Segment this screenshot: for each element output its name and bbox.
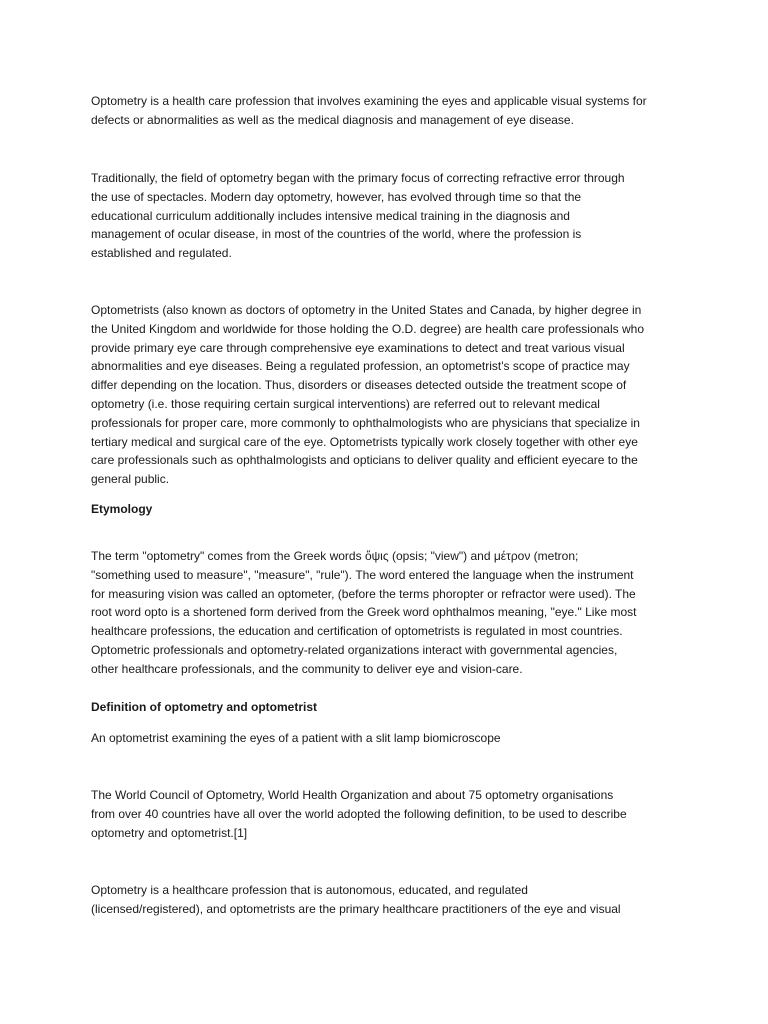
etymology-heading: Etymology <box>91 502 153 516</box>
council-paragraph: The World Council of Optometry, World Health Organization and about 75 optometry organisations from over 40 countries have all over the world adopted the following definition, to be used to describe optometry and optometrist.[1] <box>91 788 627 840</box>
etymology-paragraph: The term "optometry" comes from the Greek words ὄψις (opsis; "view") and μέτρον (metron; "something used to measure", "measure", "rule"). The word entered the language when the instrument for measuring vision was called an optometer, (before the terms phoropter or refractor were used). The root word opto is a shortened form derived from the Greek word ophthalmos meaning, "eye." Like most healthcare professions, the education and certification of optometrists is regulated in most countries. Optometric professionals and optometry-related organizations interact with governmental agencies, other healthcare professionals, and the community to deliver eye and vision-care. <box>91 549 637 676</box>
optometrists-paragraph: Optometrists (also known as doctors of optometry in the United States and Canada, by higher degree in the United Kingdom and worldwide for those holding the O.D. degree) are health care professionals who provide primary eye care through comprehensive eye examinations to detect and treat various visual abnormalities and eye diseases. Being a regulated profession, an optometrist's scope of practice may differ depending on the location. Thus, disorders or diseases detected outside the treatment scope of optometry (i.e. those requiring certain surgical interventions) are referred out to relevant medical professionals for proper care, more commonly to ophthalmologists who are physicians that specialize in tertiary medical and surgical care of the eye. Optometrists typically work closely together with other eye care professionals such as ophthalmologists and opticians to deliver quality and efficient eyecare to the general public. <box>91 303 644 487</box>
definition-heading: Definition of optometry and optometrist <box>91 700 317 714</box>
definition-quote-paragraph: Optometry is a healthcare profession that is autonomous, educated, and regulated (licensed/registered), and optometrists are the primary healthcare practitioners of the eye and visual <box>91 883 621 916</box>
image-caption: An optometrist examining the eyes of a patient with a slit lamp biomicroscope <box>91 731 501 745</box>
tradition-paragraph: Traditionally, the field of optometry began with the primary focus of correcting refractive error through the use of spectacles. Modern day optometry, however, has evolved through time so that the educational curriculum additionally includes intensive medical training in the diagnosis and management of ocular disease, in most of the countries of the world, where the profession is established and regulated. <box>91 171 625 261</box>
intro-paragraph: Optometry is a health care profession that involves examining the eyes and applicable visual systems for defects or abnormalities as well as the medical diagnosis and management of eye disease. <box>91 94 647 127</box>
